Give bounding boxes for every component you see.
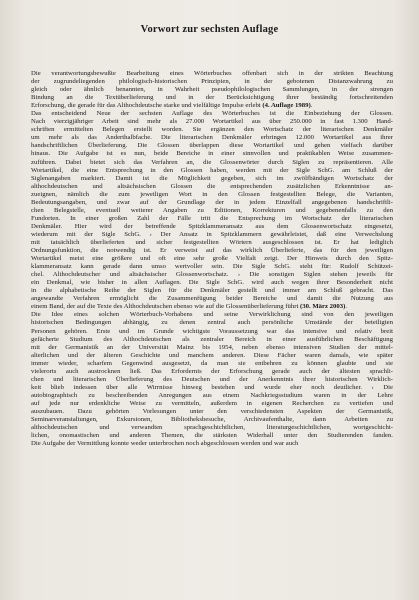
text-line: autobiographisch zu beschreibenden Anregungen aus einem Nachkriegsstudium waren in der Lehre (31, 391, 393, 399)
text-line: auszubauen. Dazu gehörten Vorlesungen unter den verschiedensten Aspekten der Germanistik, (31, 407, 393, 415)
text-line: in die alphabetische Reihe der Siglen für die Denkmäler gestellt und immer am Schluß gebracht. Das (31, 287, 393, 295)
text-line: gefächerte Studium des Althochdeutschen als zentraler Bereich in einer ausführlichen Beschäftigung (31, 335, 393, 343)
edition-date-tag: (4. Auflage 1989) (262, 102, 311, 110)
text-line: mit der Germanistik an der Universität Mainz bis 1954, neben ebenso intensiven Studien der mittel- (31, 343, 393, 351)
paragraph (31, 70, 393, 110)
text-line: chen Belegstelle, eventuell weiterer Angaben zu Editionen, Korrekturen und gegebenenfalls zu den (31, 206, 393, 214)
text-line: Siglenangaben markiert. Damit ist die Möglichkeit gegeben, sich im zwölfbändigen Wortschatz der (31, 174, 393, 182)
text-line: hinaus. Die Aufgabe ist es nun, beide Bereiche in einer sinnvollen und praktikablen Weise zusammen- (31, 150, 393, 158)
text-line: Die verantwortungsbewußte Bearbeitung eines Wörterbuches offenbart sich in der strikten Beachtung (31, 70, 393, 77)
text-line: handschriftlichen Überlieferung. Die Glossen überlappen diese Wortartikel und gehen vielfach darüber (31, 142, 393, 150)
paragraph (31, 110, 393, 311)
edition-date-tag: (30. März 2003) (300, 303, 346, 311)
page-title: Vorwort zur sechsten Auflage (140, 24, 279, 35)
text-line: Personen gehören. Erste und im Grunde wichtigste Voraussetzung war das intensive und relativ breit (31, 327, 393, 335)
text-line: Nach vierzigjähriger Arbeit sind mehr als 27.000 Wortartikel aus über 250.000 in fast 1.300 Hand- (31, 118, 393, 126)
text-line: gleich oder ähnlich benannten, in Wahrheit pseudophilologischen Sammlungen, in der strengen (31, 86, 393, 94)
text-line: keit blieb indessen über alle Wirrnisse hinweg bestehen und wurde eher noch deutlicher. › Die (31, 383, 393, 391)
text-line: Ordnungsfunktion, die notwendig ist. Er verweist auf das wirklich Überlieferte, das für den jeweiligen (31, 247, 393, 255)
text-line: zuführen. Dabei bietet sich das Verfahren an, die Glossenwörter durch Siglen zu repräsentieren. Alle (31, 158, 393, 166)
text-line (31, 303, 393, 311)
text-line: lichen, onomastischen und anderen Themen, die stärksten Widerhall unter den Studierenden fanden. (31, 432, 393, 440)
text-line: chel. Althochdeutscher und altsächsischer Glossenwortschatz. › Die sonstigen Siglen stehen jeweils für (31, 271, 393, 279)
text-line: Seminarveranstaltungen, Exkursionen, Bibliotheksbesuche, Archivaufenthalte, dann Arbeiten zu (31, 416, 393, 424)
text-line: chen und literarischen Überlieferung des Deutschen und der Anerkenntnis ihrer historischen Wirklich- (31, 375, 393, 383)
text-line: um mehr als das Anderthalbfache. Die literarischen Denkmäler erbringen 12.000 Wortartikel aus ihrer (31, 134, 393, 142)
document-body (31, 70, 393, 448)
text-line: Wortartikel meist eine größere und oft eine sehr große Vielfalt zeigt. Der Hinweis durch den Spitz- (31, 255, 393, 263)
text-line: Wortartikel, die eine Entsprechung in den Glossen haben, werden mit der Sigle SchG. am Schluß der (31, 166, 393, 174)
tag-punctuation: . (310, 102, 313, 110)
text-line: angewandte Verfahren ermöglicht die Zusammenfügung beider Bereiche und damit die Nutzung aus (31, 295, 393, 303)
text-line: Bindung an die Textüberlieferung und in der Berücksichtigung ihrer beständig fortschreitenden (31, 94, 393, 102)
text-line: der zugrundeliegenden philologisch-historischen Prinzipien, in der gebotenen Distanzwahrung zu (31, 78, 393, 86)
tag-punctuation: . (345, 303, 348, 311)
text-line: vielerorts auch austrocknen ließ. Das Erfordernis der Erforschung gerade auch der ältesten sprachli- (31, 367, 393, 375)
text-line: zueignen, nämlich die zum jeweiligen Wort in den Glossen festgestellten Belege, die Varianten, (31, 190, 393, 198)
text-line: mit tatsächlich überlieferten und sicher festgestellten Wörtern ausgeschlossen ist. Er hat lediglich (31, 238, 393, 246)
text-line: schriften ermittelten Belegen erstellt worden. Sie ergänzen den Wortschatz der literarischen Denkmäler (31, 126, 393, 134)
text-line: Denkmäler. Hier wird der betreffende Spitzklammeransatz aus dem Glossenwortschatz eingesetzt, (31, 222, 393, 230)
text-line: ein Denkmal, wie bisher in allen Auflagen. Die Sigle SchG. wird auch wegen ihrer Besonderheit nicht (31, 279, 393, 287)
paragraph (31, 311, 393, 448)
line-text: einem Band, der auf die Texte des Althochdeutschen ebenso wie auf die Glossenüberlieferung führt (31, 303, 301, 311)
text-line: klammeransatz kann gerade dann umso wertvoller sein. Die Sigle SchG. steht für: Rudolf Schützei- (31, 263, 393, 271)
text-line: Bedeutungsangaben, und zwar auf der Grundlage der in jedem Einzelfall angegebenen handschriftli- (31, 198, 393, 206)
text-line: Das entscheidend Neue der sechsten Auflage des Wörterbuches ist die Einbeziehung der Glossen. (31, 110, 393, 118)
line-text: Erforschung, die gerade für das Althochdeutsche starke und vielfältige Impulse erlebt (31, 102, 263, 110)
text-line: alterlichen und der älteren Geschichte und manchem anderen. Diese Fächer waren damals, wie später (31, 351, 393, 359)
text-line: althochdeutschen und altsächsischen Glossen die entsprechenden zusätzlichen Erkenntnisse an- (31, 182, 393, 190)
text-line: althochdeutschen und verwandten sprachgeschichtlichen, literaturgeschichtlichen, wortgeschicht- (31, 424, 393, 432)
text-line: wiederum mit der Sigle SchG. › Der Ansatz in Spitzklammern gewährleistet, daß eine Verwechslung (31, 230, 393, 238)
text-line: auf jede nur erdenkliche Weise zu vermitteln, außerdem in eigenen Recherchen zu vertiefen und (31, 399, 393, 407)
text-line: Die Idee eines solchen Wörterbuch-Vorhabens und seine Verwirklichung sind von den jeweiligen (31, 311, 393, 319)
text-line: historischen Bedingungen abhängig, zu denen zentral auch persönliche Umstände der beteiligten (31, 319, 393, 327)
text-line (31, 102, 393, 110)
text-line: Fundorten. In einer großen Zahl der Fälle tritt die Entsprechung im Wortschatz der literarischen (31, 214, 393, 222)
text-line: immer wieder, scharfem Gegenwind ausgesetzt, da man sie entbehren zu können glaubte und sie (31, 359, 393, 367)
text-line: Die Aufgabe der Vermittlung konnte weder unterbrochen noch abgeschlossen werden und war auch (31, 440, 299, 448)
